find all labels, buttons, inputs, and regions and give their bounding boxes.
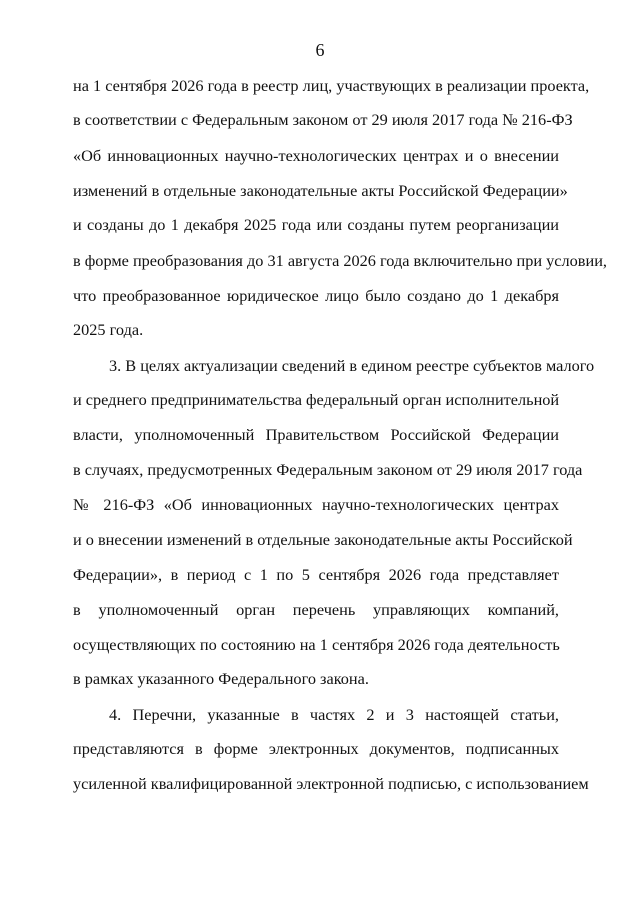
text-line: в случаях, предусмотренных Федеральным законом от 29 июля 2017 года bbox=[73, 460, 583, 479]
text-line: 2025 года. bbox=[73, 320, 144, 339]
text-line: № 216-ФЗ «Об инновационных научно-технологических центрах bbox=[73, 495, 559, 514]
paragraph-3-first-line: 3. В целях актуализации сведений в едином реестре субъектов малого bbox=[109, 356, 595, 375]
text-line: «Об инновационных научно-технологических центрах и о внесении bbox=[73, 146, 559, 165]
text-line: и о внесении изменений в отдельные законодательные акты Российской bbox=[73, 530, 573, 549]
text-line: представляются в форме электронных документов, подписанных bbox=[73, 739, 559, 758]
text-line: Федерации», в период с 1 по 5 сентября 2026 года представляет bbox=[73, 565, 559, 584]
text-line: и среднего предпринимательства федеральный орган исполнительной bbox=[73, 390, 560, 409]
paragraph-4-first-line: 4. Перечни, указанные в частях 2 и 3 настоящей статьи, bbox=[109, 705, 559, 724]
page-number: 6 bbox=[315, 40, 325, 60]
text-line: и созданы до 1 декабря 2025 года или созданы путем реорганизации bbox=[73, 215, 559, 234]
text-line: в форме преобразования до 31 августа 2026 года включительно при условии, bbox=[73, 251, 607, 270]
text-line: власти, уполномоченный Правительством Российской Федерации bbox=[73, 425, 559, 444]
text-line: в соответствии с Федеральным законом от 29 июля 2017 года № 216-ФЗ bbox=[73, 110, 573, 129]
text-line: что преобразованное юридическое лицо было создано до 1 декабря bbox=[73, 286, 559, 305]
text-line: на 1 сентября 2026 года в реестр лиц, участвующих в реализации проекта, bbox=[73, 76, 590, 95]
text-line: усиленной квалифицированной электронной подписью, с использованием bbox=[73, 774, 589, 793]
text-line: в уполномоченный орган перечень управляющих компаний, bbox=[73, 600, 559, 619]
text-line: изменений в отдельные законодательные акты Российской Федерации» bbox=[73, 181, 568, 200]
text-line: в рамках указанного Федерального закона. bbox=[73, 669, 369, 688]
text-line: осуществляющих по состоянию на 1 сентября 2026 года деятельность bbox=[73, 635, 560, 654]
